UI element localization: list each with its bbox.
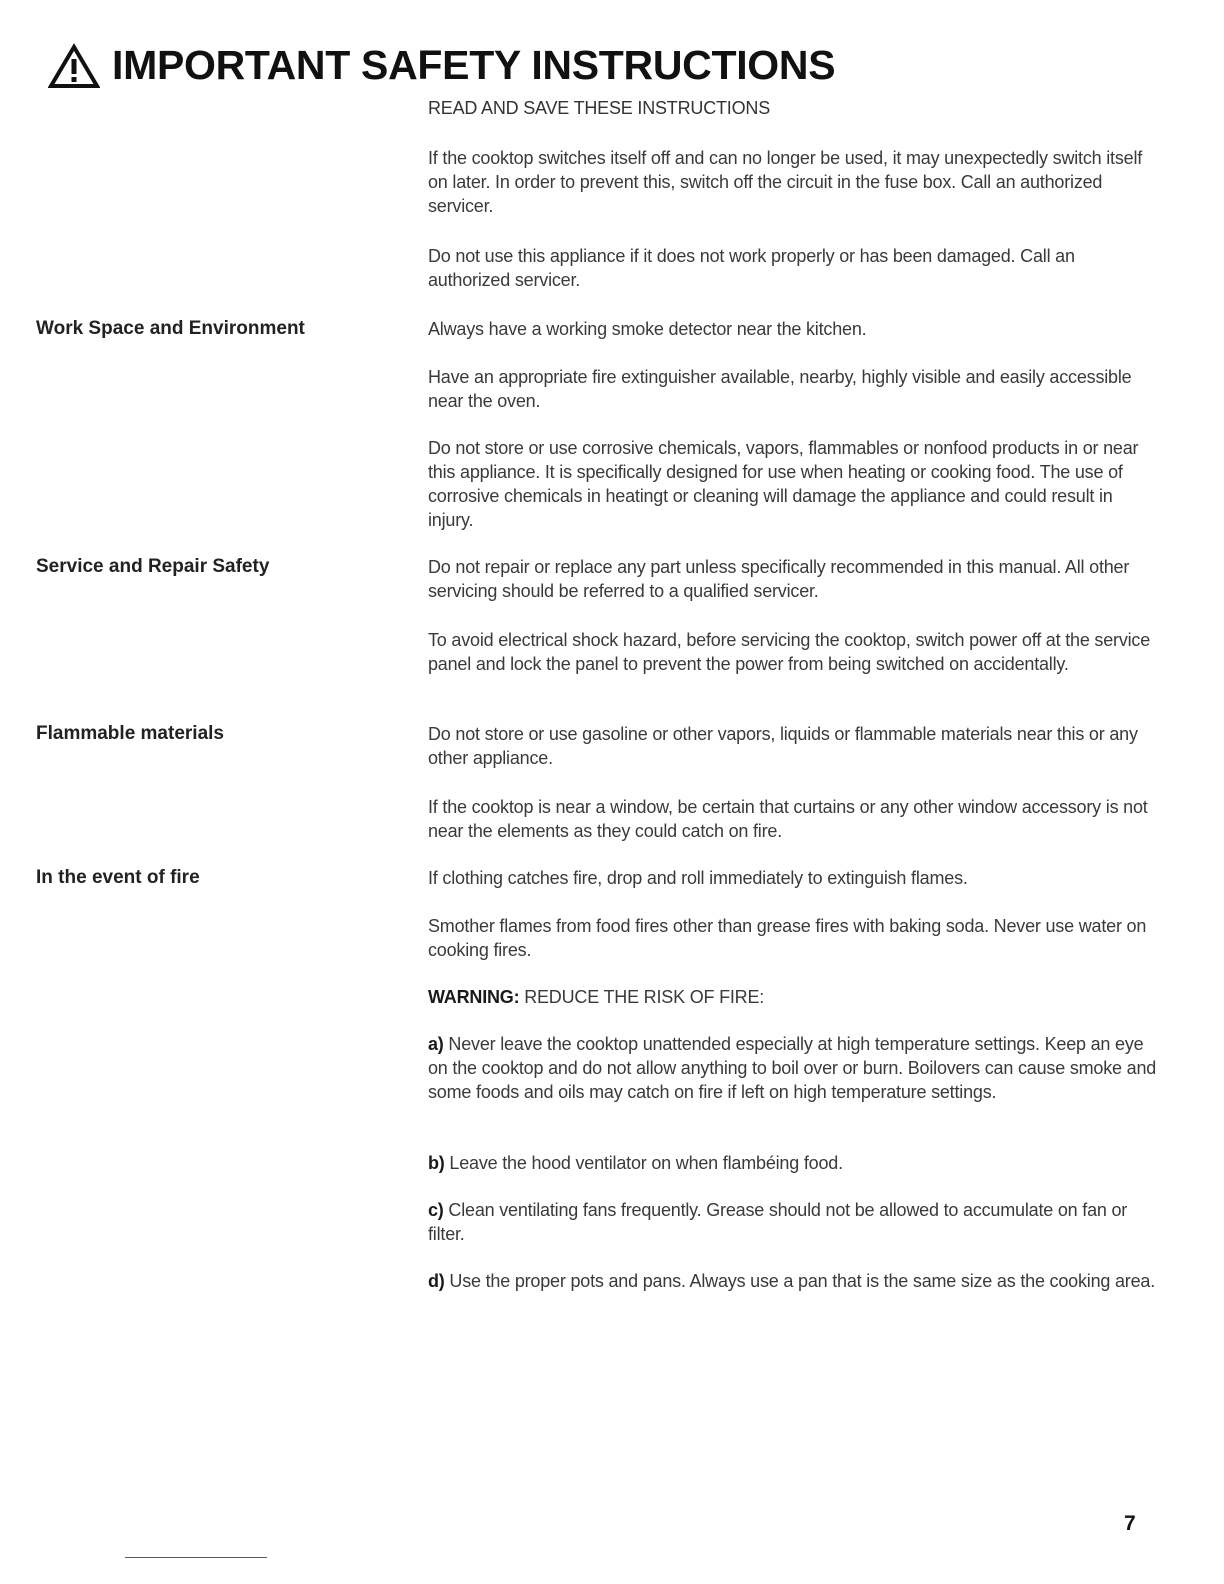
fire-item-a [428,1032,1158,1104]
item-text: Clean ventilating fans frequently. Grease should not be allowed to accumulate on fan or filter. [428,1200,1128,1244]
item-text: Use the proper pots and pans. Always use a pan that is the same size as the cooking area. [444,1271,1156,1291]
warning-lead: WARNING: [428,987,520,1007]
service-paragraph: To avoid electrical shock hazard, before servicing the cooktop, switch power off at the service panel and lock the panel to prevent the power from being switched on accidentally. [428,630,1151,674]
work-space-paragraph: Always have a working smoke detector near the kitchen. [428,319,867,339]
flammable-paragraph: Do not store or use gasoline or other vapors, liquids or flammable materials near this or any other appliance. [428,724,1138,768]
warning-text: REDUCE THE RISK OF FIRE: [519,987,765,1007]
work-space-paragraph: Do not store or use corrosive chemicals, vapors, flammables or nonfood products in or near this appliance. It is specifically designed for use when heating or cooking food. The use of corrosive chemicals in heatingt or cleaning will damage the appliance and could result in injury. [428,438,1139,530]
item-marker: a) [428,1034,444,1054]
item-marker: c) [428,1200,444,1220]
fire-warning [428,985,1158,1009]
section-label-flammable-materials: Flammable materials [36,723,224,744]
fire-item-d [428,1269,1158,1293]
item-marker: d) [428,1271,445,1291]
section-label-event-of-fire: In the event of fire [36,867,200,888]
page-number: 7 [1124,1512,1136,1535]
service-paragraph: Do not repair or replace any part unless specifically recommended in this manual. All other servicing should be referred to a qualified servicer. [428,557,1130,601]
page-subtitle: READ AND SAVE THESE INSTRUCTIONS [428,98,770,118]
fire-paragraph: Smother flames from food fires other than grease fires with baking soda. Never use water on cooking fires. [428,916,1147,960]
intro-paragraph: If the cooktop switches itself off and can no longer be used, it may unexpectedly switch itself on later. In order to prevent this, switch off the circuit in the fuse box. Call an authorized servicer. [428,148,1143,216]
work-space-paragraph: Have an appropriate fire extinguisher available, nearby, highly visible and easily accessible near the oven. [428,367,1132,411]
item-text: Leave the hood ventilator on when flambéing food. [444,1153,843,1173]
flammable-paragraph: If the cooktop is near a window, be certain that curtains or any other window accessory is not near the elements as they could catch on fire. [428,797,1148,841]
page-title-text: IMPORTANT SAFETY INSTRUCTIONS [112,42,836,88]
section-label-work-space: Work Space and Environment [36,318,305,339]
item-text: Never leave the cooktop unattended especially at high temperature settings. Keep an eye on the cooktop and do not allow anything to boil over or burn. Boilovers can cause smoke and some foods and oils may catch on fire if left on high temperature settings. [428,1034,1157,1102]
intro-paragraph: Do not use this appliance if it does not work properly or has been damaged. Call an authorized servicer. [428,246,1075,290]
section-label-service-repair: Service and Repair Safety [36,556,270,577]
item-marker: b) [428,1153,445,1173]
fire-item-c [428,1198,1158,1246]
fire-paragraph: If clothing catches fire, drop and roll immediately to extinguish flames. [428,868,968,888]
fire-item-b [428,1151,1158,1175]
footer-rule [125,1557,267,1558]
warning-triangle-icon [48,43,100,89]
page-title [48,42,835,89]
